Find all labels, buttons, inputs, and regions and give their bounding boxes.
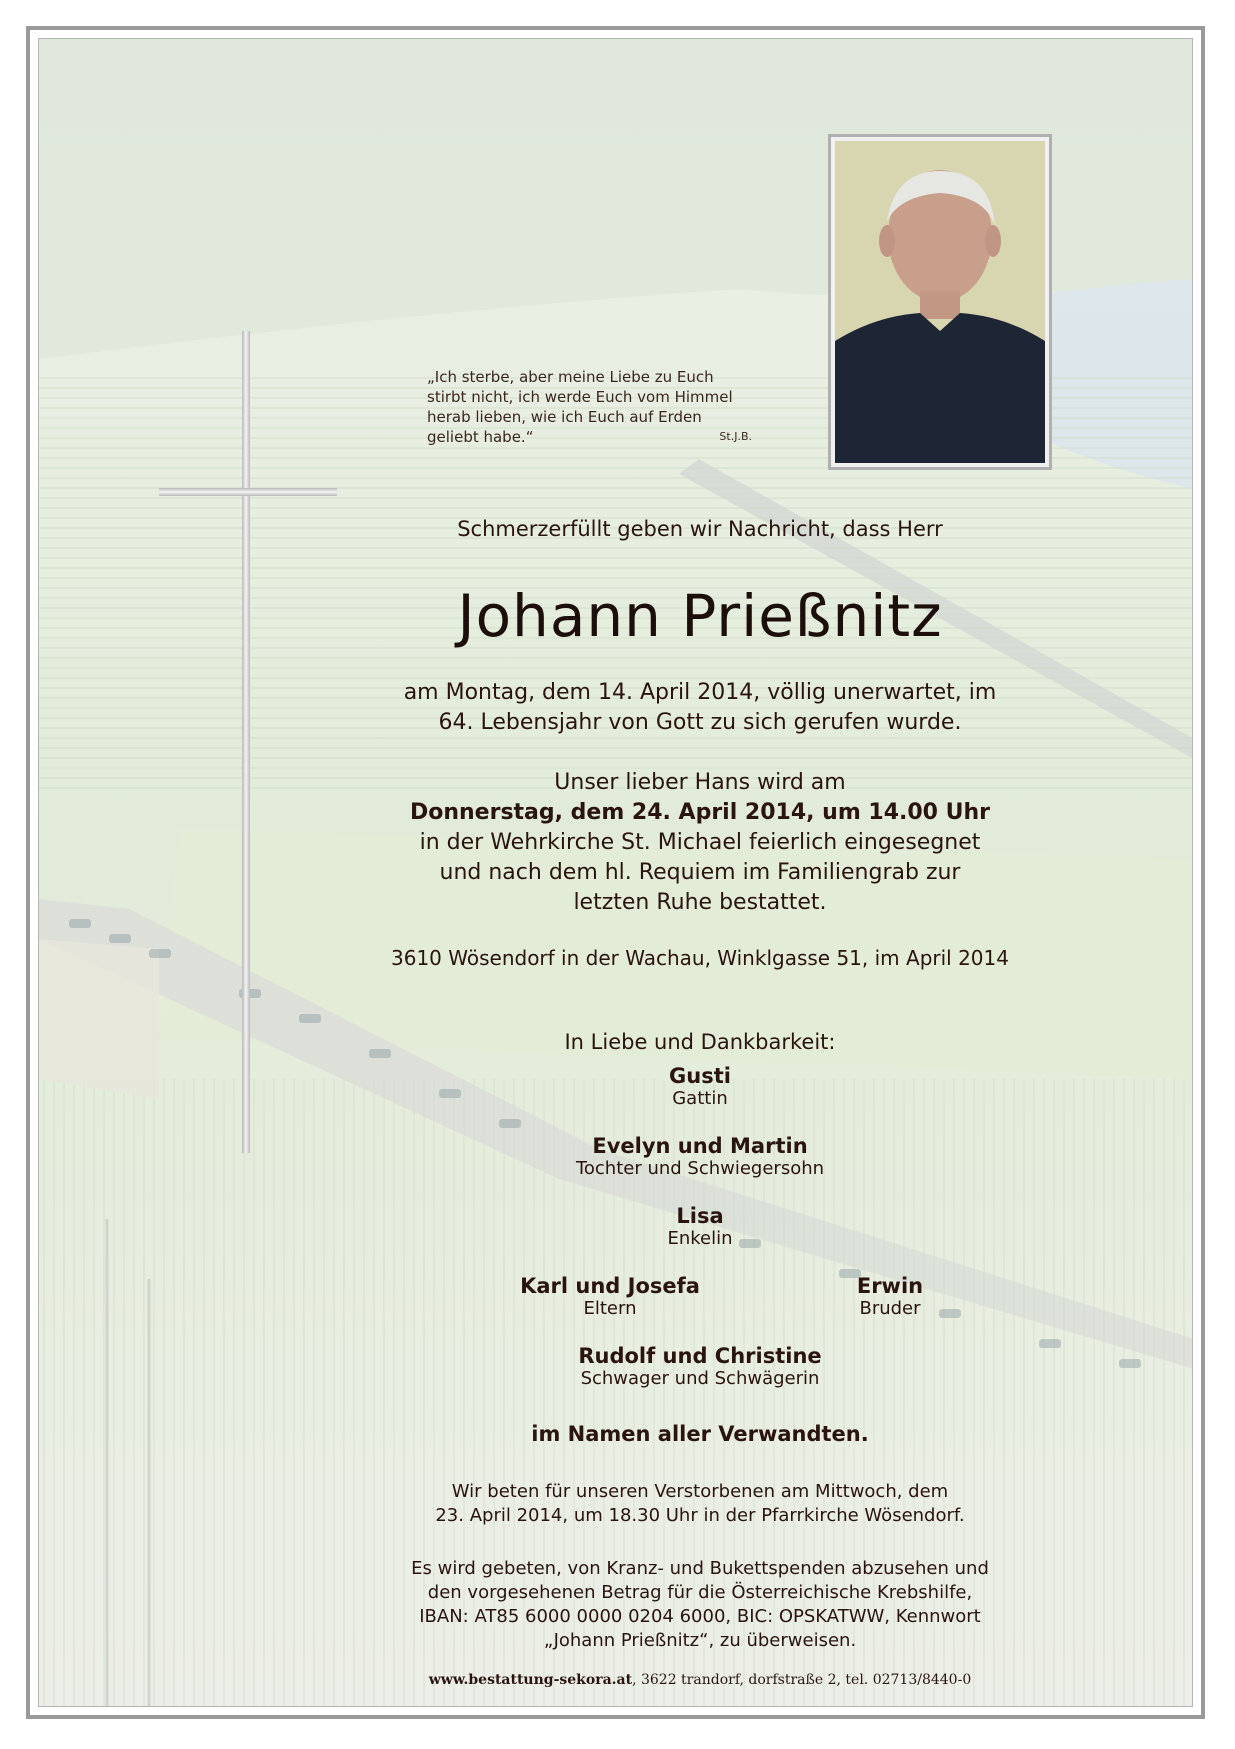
family-member-name: Erwin xyxy=(856,1274,924,1298)
text-line: 64. Lebensjahr von Gott zu sich gerufen wurde. xyxy=(438,710,962,735)
cross-vertical-bar xyxy=(242,331,250,1153)
family-member-name: Lisa xyxy=(676,1204,724,1228)
text-line: „Johann Prießnitz“, zu überweisen. xyxy=(543,1630,857,1651)
text-line: und nach dem hl. Requiem im Familiengrab zur xyxy=(439,860,961,885)
family-member xyxy=(480,1274,740,1320)
family-member-role: Gattin xyxy=(672,1088,728,1109)
text-line: in der Wehrkirche St. Michael feierlich eingesegnet xyxy=(419,830,981,855)
footer-contact xyxy=(360,1672,1040,1688)
quote-line: herab lieben, wie ich Euch auf Erden xyxy=(427,408,702,426)
closing-line: im Namen aller Verwandten. xyxy=(531,1422,869,1446)
family-member-role: Bruder xyxy=(859,1298,921,1319)
footer-address: , 3622 trandorf, dorfstraße 2, tel. 02713/8440-0 xyxy=(632,1672,972,1688)
family-member xyxy=(520,1344,880,1390)
quote-line: „Ich sterbe, aber meine Liebe zu Euch xyxy=(427,368,714,386)
text-line: am Montag, dem 14. April 2014, völlig unerwartet, im xyxy=(403,680,997,705)
prayer-paragraph xyxy=(360,1480,1040,1528)
memorial-quote xyxy=(427,367,752,447)
text-line: IBAN: AT85 6000 0000 0204 6000, BIC: OPSKATWW, Kennwort xyxy=(419,1606,981,1627)
text-line: Unser lieber Hans wird am xyxy=(554,770,846,795)
family-member-name: Evelyn und Martin xyxy=(592,1134,808,1158)
portrait-photo-frame xyxy=(828,134,1052,470)
family-member-role: Enkelin xyxy=(667,1228,733,1249)
family-member-role: Tochter und Schwiegersohn xyxy=(575,1158,825,1179)
death-notice-paragraph xyxy=(360,678,1040,738)
family-member xyxy=(520,1134,880,1180)
family-member xyxy=(600,1204,800,1250)
funeral-paragraph xyxy=(360,768,1040,918)
family-member-name: Rudolf und Christine xyxy=(578,1344,822,1368)
text-line: Wir beten für unseren Verstorbenen am Mittwoch, dem xyxy=(451,1481,949,1502)
deceased-name: Johann Prießnitz xyxy=(457,582,943,650)
quote-line: geliebt habe.“ xyxy=(427,428,534,446)
address-line: 3610 Wösendorf in der Wachau, Winklgasse 51, im April 2014 xyxy=(391,946,1009,970)
quote-line: stirbt nicht, ich werde Euch vom Himmel xyxy=(427,388,733,406)
footer-website-link[interactable]: www.bestattung-sekora.at xyxy=(428,1672,633,1688)
family-member xyxy=(820,1274,960,1320)
text-line: Es wird gebeten, von Kranz- und Bukettspenden abzusehen und xyxy=(411,1558,989,1579)
family-member-role: Eltern xyxy=(583,1298,637,1319)
family-member-name: Karl und Josefa xyxy=(520,1274,700,1298)
family-member xyxy=(600,1064,800,1110)
cross-horizontal-bar xyxy=(159,488,337,496)
family-member-name: Gusti xyxy=(669,1064,731,1088)
family-member-role: Schwager und Schwägerin xyxy=(580,1368,820,1389)
text-line: 23. April 2014, um 18.30 Uhr in der Pfarrkirche Wösendorf. xyxy=(435,1505,965,1526)
donation-paragraph xyxy=(360,1557,1040,1653)
funeral-date: Donnerstag, dem 24. April 2014, um 14.00 Uhr xyxy=(409,800,991,825)
thanks-heading: In Liebe und Dankbarkeit: xyxy=(564,1030,836,1054)
portrait-photo xyxy=(835,141,1045,463)
quote-author: St.J.B. xyxy=(719,430,752,443)
announcement-lead: Schmerzerfüllt geben wir Nachricht, dass Herr xyxy=(457,517,943,541)
text-line: den vorgesehenen Betrag für die Österreichische Krebshilfe, xyxy=(427,1582,973,1603)
text-line: letzten Ruhe bestattet. xyxy=(573,890,827,915)
